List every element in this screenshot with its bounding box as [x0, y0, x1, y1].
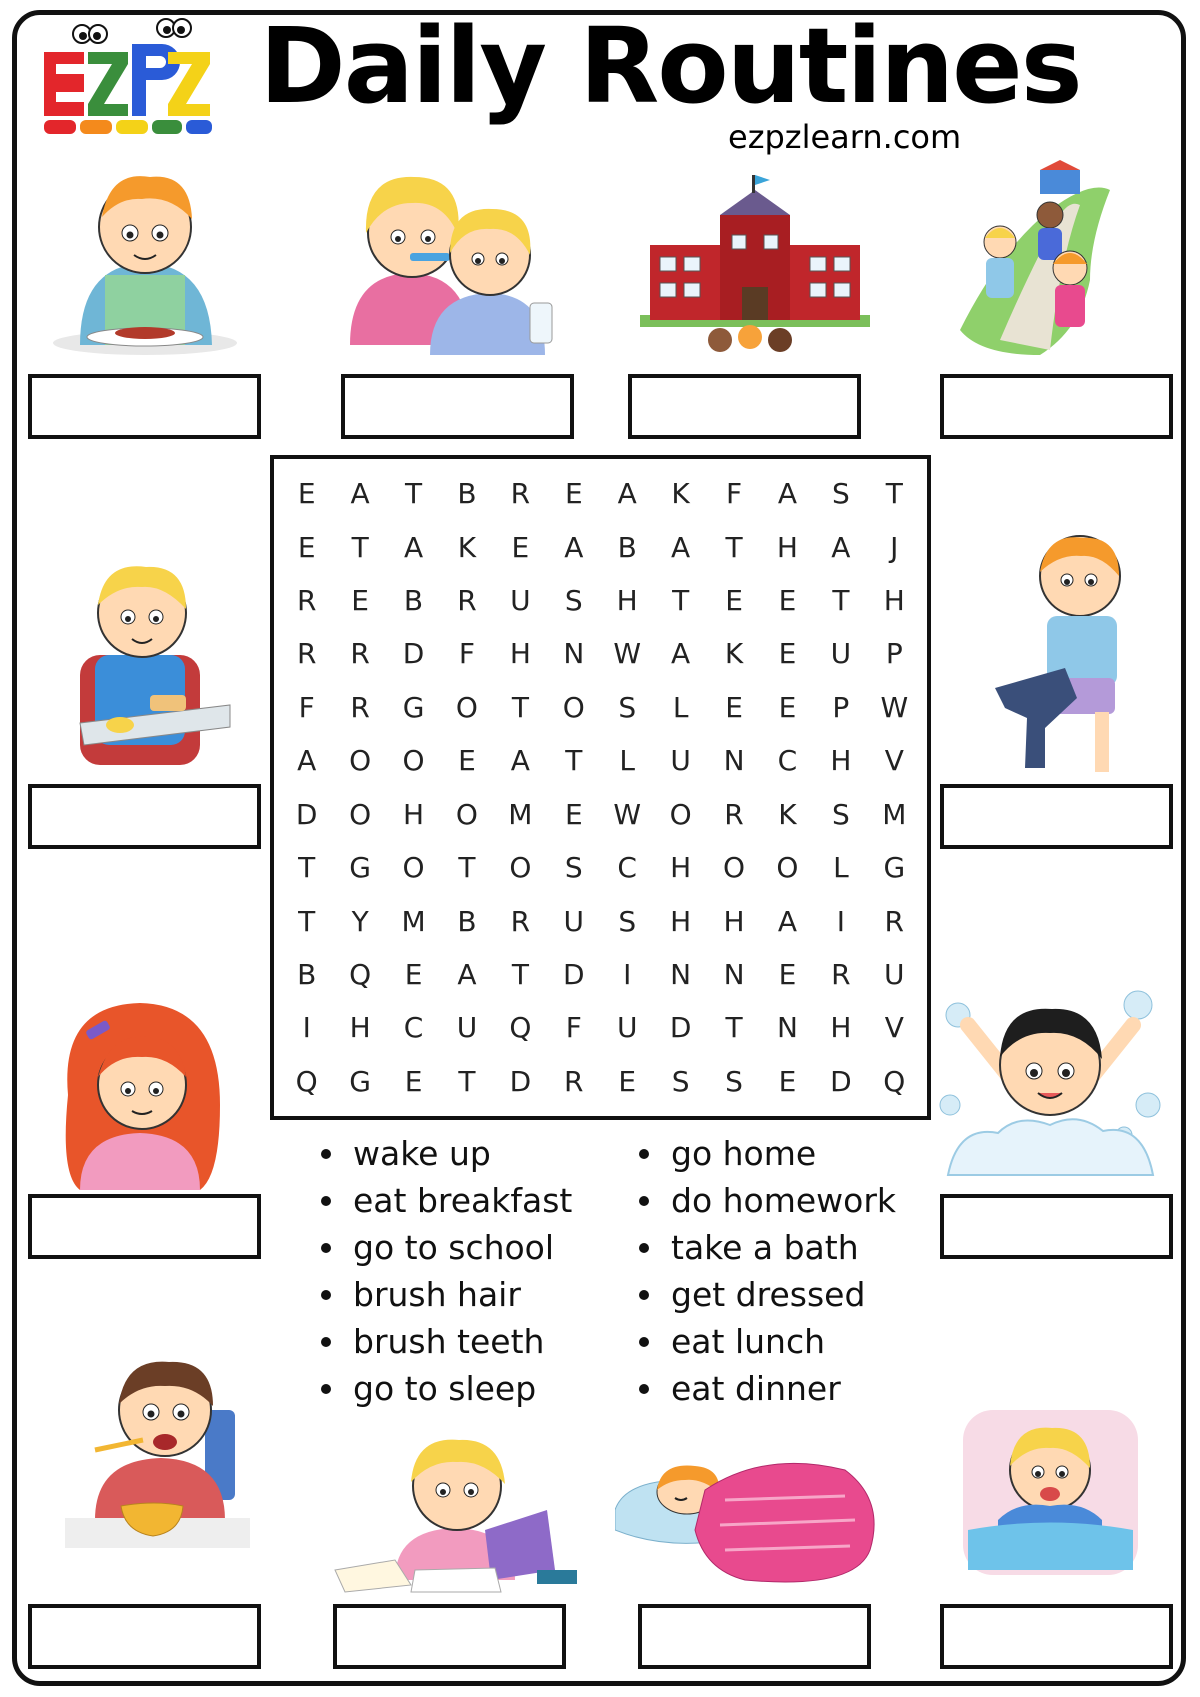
girl-sleeping-picture [615, 1440, 885, 1590]
word-text: brush teeth [353, 1322, 545, 1361]
grid-letter[interactable]: R [457, 584, 477, 618]
grid-letter[interactable]: E [778, 690, 797, 724]
grid-letter[interactable]: P [885, 637, 903, 671]
school-building-picture [640, 175, 870, 365]
grid-letter[interactable]: S [671, 1064, 690, 1098]
logo-learn-bar [44, 120, 212, 134]
grid-letter[interactable]: C [617, 851, 637, 885]
word-text: eat lunch [671, 1322, 826, 1361]
grid-letter[interactable]: N [776, 1011, 798, 1045]
boy-carrying-lunch-tray-picture [60, 555, 235, 780]
bullet-icon [639, 1149, 649, 1159]
grid-letter[interactable]: T [511, 957, 529, 991]
grid-letter[interactable]: U [616, 1011, 638, 1045]
word-search-grid [270, 455, 931, 1120]
grid-letter[interactable]: I [836, 904, 845, 938]
answer-box-9[interactable] [28, 1604, 261, 1669]
grid-letter[interactable]: D [509, 1064, 532, 1098]
grid-letter[interactable]: S [725, 1064, 743, 1098]
word-text: get dressed [671, 1275, 866, 1314]
grid-letter[interactable]: O [509, 851, 532, 885]
grid-letter[interactable]: R [510, 904, 531, 938]
word-list-item [315, 1177, 572, 1224]
girl-doing-homework-picture [315, 1420, 590, 1600]
word-list-item [315, 1365, 572, 1412]
bullet-icon [639, 1196, 649, 1206]
word-list-item [633, 1177, 896, 1224]
logo-letter-z2 [168, 52, 210, 116]
grid-letter[interactable]: E [725, 690, 743, 724]
word-text: eat dinner [671, 1369, 841, 1408]
grid-letter[interactable]: O [455, 797, 478, 831]
word-list-item [315, 1271, 572, 1318]
grid-letter[interactable]: A [564, 530, 584, 564]
answer-box-11[interactable] [638, 1604, 871, 1669]
boy-in-bath-picture [938, 985, 1163, 1190]
bullet-icon [321, 1290, 331, 1300]
grid-letter[interactable]: A [777, 904, 798, 938]
grid-letter[interactable]: S [831, 477, 850, 511]
grid-letter[interactable]: B [297, 957, 317, 991]
grid-letter[interactable]: R [296, 584, 317, 618]
grid-letter[interactable]: A [671, 530, 691, 564]
grid-letter[interactable]: S [618, 904, 637, 938]
grid-letter[interactable]: F [458, 637, 475, 671]
grid-letter[interactable]: Q [883, 1064, 906, 1098]
grid-letter[interactable]: N [563, 637, 585, 671]
grid-letter[interactable]: B [403, 584, 424, 618]
grid-letter[interactable]: G [883, 851, 906, 885]
word-list-left [315, 1130, 572, 1412]
grid-letter[interactable]: H [776, 530, 798, 564]
word-list-right [633, 1130, 896, 1412]
grid-letter[interactable]: H [403, 797, 425, 831]
grid-letter[interactable]: U [510, 584, 531, 618]
grid-letter[interactable]: A [297, 744, 317, 778]
ezpz-logo [40, 14, 215, 139]
grid-letter[interactable]: T [351, 530, 369, 564]
answer-box-7[interactable] [28, 1194, 261, 1259]
answer-box-1[interactable] [28, 374, 261, 439]
word-list-item [633, 1271, 896, 1318]
grid-letter[interactable]: C [777, 744, 798, 778]
grid-letter[interactable]: B [617, 530, 637, 564]
grid-letter[interactable]: C [403, 1011, 424, 1045]
grid-letter[interactable]: T [725, 530, 743, 564]
grid-letter[interactable]: M [401, 904, 426, 938]
word-text: brush hair [353, 1275, 521, 1314]
page-title: Daily Routines [259, 5, 1081, 127]
word-text: go to sleep [353, 1369, 537, 1408]
grid-letter[interactable]: O [402, 851, 425, 885]
girls-brushing-teeth-picture [340, 155, 560, 360]
grid-letter[interactable]: Y [351, 904, 369, 938]
grid-letter[interactable]: E [778, 637, 797, 671]
word-list-item [315, 1224, 572, 1271]
word-text: eat breakfast [353, 1181, 573, 1220]
grid-letter[interactable]: B [457, 477, 477, 511]
word-list-item [633, 1365, 896, 1412]
bullet-icon [321, 1196, 331, 1206]
grid-letter[interactable]: O [669, 797, 692, 831]
answer-box-5[interactable] [28, 784, 261, 849]
grid-letter[interactable]: E [778, 957, 797, 991]
grid-letter[interactable]: A [350, 477, 370, 511]
word-text: wake up [353, 1134, 491, 1173]
grid-letter[interactable]: O [349, 797, 372, 831]
grid-letter[interactable]: E [778, 584, 797, 618]
grid-letter[interactable]: J [890, 530, 899, 564]
grid-letter[interactable]: Q [295, 1064, 318, 1098]
grid-letter[interactable]: U [830, 637, 852, 671]
grid-letter[interactable]: O [455, 690, 478, 724]
grid-letter[interactable]: S [831, 797, 850, 831]
grid-letter[interactable]: H [830, 744, 852, 778]
grid-letter[interactable]: E [297, 530, 316, 564]
grid-letter[interactable]: A [671, 637, 691, 671]
word-list-item [633, 1224, 896, 1271]
grid-letter[interactable]: O [402, 744, 425, 778]
answer-box-8[interactable] [940, 1194, 1173, 1259]
logo-eyes [73, 19, 191, 43]
grid-letter[interactable]: E [725, 584, 743, 618]
grid-letter[interactable]: A [777, 477, 798, 511]
word-list-item [633, 1130, 896, 1177]
grid-letter[interactable]: T [298, 904, 316, 938]
grid-letter[interactable]: V [884, 744, 904, 778]
grid-letter[interactable]: G [349, 851, 371, 885]
grid-letter[interactable]: O [349, 744, 372, 778]
word-text: go home [671, 1134, 817, 1173]
grid-letter[interactable]: F [725, 477, 743, 511]
grid-letter[interactable]: S [618, 690, 637, 724]
grid-letter[interactable]: O [723, 851, 746, 885]
grid-letter[interactable]: R [510, 477, 531, 511]
grid-letter[interactable]: B [457, 904, 477, 938]
grid-letter[interactable]: E [297, 477, 316, 511]
bullet-icon [321, 1384, 331, 1394]
grid-letter[interactable]: W [613, 637, 642, 671]
grid-letter[interactable]: K [724, 637, 744, 671]
grid-letter[interactable]: F [298, 690, 315, 724]
grid-letter[interactable]: D [669, 1011, 692, 1045]
grid-letter[interactable]: T [458, 851, 476, 885]
grid-letter[interactable]: R [350, 690, 370, 724]
answer-box-12[interactable] [940, 1604, 1173, 1669]
grid-letter[interactable]: H [670, 904, 692, 938]
grid-letter[interactable]: T [725, 1011, 743, 1045]
grid-letter[interactable]: H [723, 904, 745, 938]
answer-box-3[interactable] [628, 374, 861, 439]
answer-box-10[interactable] [333, 1604, 566, 1669]
grid-letter[interactable]: S [564, 584, 583, 618]
grid-letter[interactable]: R [564, 1064, 584, 1098]
grid-letter[interactable]: T [458, 1064, 476, 1098]
grid-letter[interactable]: U [670, 744, 691, 778]
grid-letter[interactable]: W [613, 797, 642, 831]
grid-letter[interactable]: O [776, 851, 799, 885]
word-list-item [633, 1318, 896, 1365]
grid-letter[interactable]: U [456, 1011, 478, 1045]
grid-letter[interactable]: R [831, 957, 851, 991]
grid-letter[interactable]: U [563, 904, 585, 938]
bullet-icon [639, 1290, 649, 1300]
grid-letter[interactable]: K [457, 530, 477, 564]
grid-letter[interactable]: L [672, 690, 689, 724]
grid-letter[interactable]: H [616, 584, 638, 618]
grid-letter[interactable]: E [618, 1064, 637, 1098]
grid-letter[interactable]: A [403, 530, 424, 564]
grid-letter[interactable]: T [404, 477, 423, 511]
grid-letter[interactable]: K [778, 797, 797, 831]
grid-letter[interactable]: K [671, 477, 690, 511]
baby-waking-up-picture [958, 1400, 1143, 1580]
grid-letter[interactable]: A [510, 744, 530, 778]
word-text: do homework [671, 1181, 897, 1220]
grid-letter[interactable]: E [351, 584, 369, 618]
grid-letter[interactable]: A [831, 530, 851, 564]
answer-box-6[interactable] [940, 784, 1173, 849]
grid-letter[interactable]: N [670, 957, 692, 991]
grid-letter[interactable]: M [882, 797, 907, 831]
grid-letter[interactable]: I [623, 957, 632, 991]
grid-letter[interactable]: T [885, 477, 903, 511]
grid-letter[interactable]: A [617, 477, 637, 511]
grid-letter[interactable]: Q [509, 1011, 532, 1045]
grid-letter[interactable]: N [723, 744, 745, 778]
grid-letter[interactable]: T [832, 584, 850, 618]
grid-letter[interactable]: N [723, 957, 745, 991]
girl-brushing-hair-picture [50, 985, 230, 1190]
boy-eating-breakfast-picture [50, 155, 240, 360]
word-list-item [315, 1318, 572, 1365]
word-text: take a bath [671, 1228, 859, 1267]
grid-letter[interactable]: L [619, 744, 635, 778]
grid-letter[interactable]: F [565, 1011, 582, 1045]
grid-letter[interactable]: D [830, 1064, 852, 1098]
grid-letter[interactable]: H [883, 584, 905, 618]
grid-letter[interactable]: G [402, 690, 425, 724]
grid-letter[interactable]: R [350, 637, 370, 671]
logo-letter-z [88, 52, 128, 116]
grid-letter[interactable]: R [296, 637, 317, 671]
grid-letter[interactable]: R [884, 904, 905, 938]
grid-letter[interactable]: D [563, 957, 585, 991]
bullet-icon [639, 1337, 649, 1347]
answer-box-4[interactable] [940, 374, 1173, 439]
grid-letter[interactable]: H [830, 1011, 852, 1045]
site-url: ezpzlearn.com [728, 118, 962, 156]
answer-box-2[interactable] [341, 374, 574, 439]
grid-letter[interactable]: H [670, 851, 692, 885]
bullet-icon [639, 1243, 649, 1253]
grid-letter[interactable]: O [562, 690, 585, 724]
bullet-icon [321, 1149, 331, 1159]
grid-letter[interactable]: W [880, 690, 909, 724]
grid-letter[interactable]: H [509, 637, 531, 671]
bullet-icon [321, 1243, 331, 1253]
grid-letter[interactable]: E [511, 530, 530, 564]
word-list-item [315, 1130, 572, 1177]
grid-letter[interactable]: T [298, 851, 316, 885]
grid-letter[interactable]: E [458, 744, 476, 778]
grid-letter[interactable]: H [349, 1011, 371, 1045]
boy-eating-dinner-picture [65, 1350, 250, 1550]
grid-letter[interactable]: D [295, 797, 318, 831]
grid-letter[interactable]: M [508, 797, 533, 831]
grid-letter[interactable]: T [672, 584, 690, 618]
grid-letter[interactable]: G [349, 1064, 371, 1098]
boy-getting-dressed-picture [985, 528, 1145, 783]
grid-letter[interactable]: E [564, 797, 583, 831]
grid-letter[interactable]: L [833, 851, 849, 885]
kids-walking-home-picture [940, 160, 1150, 360]
grid-letter[interactable]: T [565, 744, 583, 778]
grid-letter[interactable]: E [778, 1064, 797, 1098]
grid-letter[interactable]: E [404, 1064, 423, 1098]
logo-letter-e [44, 52, 84, 116]
grid-letter[interactable]: D [402, 637, 425, 671]
bullet-icon [639, 1384, 649, 1394]
grid-letter[interactable]: I [302, 1011, 311, 1045]
grid-letter[interactable]: E [564, 477, 583, 511]
grid-letter[interactable]: U [884, 957, 905, 991]
grid-letter[interactable]: A [457, 957, 477, 991]
grid-letter[interactable]: P [832, 690, 850, 724]
grid-letter[interactable]: T [511, 690, 529, 724]
word-text: go to school [353, 1228, 555, 1267]
grid-letter[interactable]: E [404, 957, 423, 991]
bullet-icon [321, 1337, 331, 1347]
grid-letter[interactable]: Q [349, 957, 372, 991]
grid-letter[interactable]: S [564, 851, 583, 885]
grid-letter[interactable]: V [884, 1011, 904, 1045]
grid-letter[interactable]: R [724, 797, 744, 831]
